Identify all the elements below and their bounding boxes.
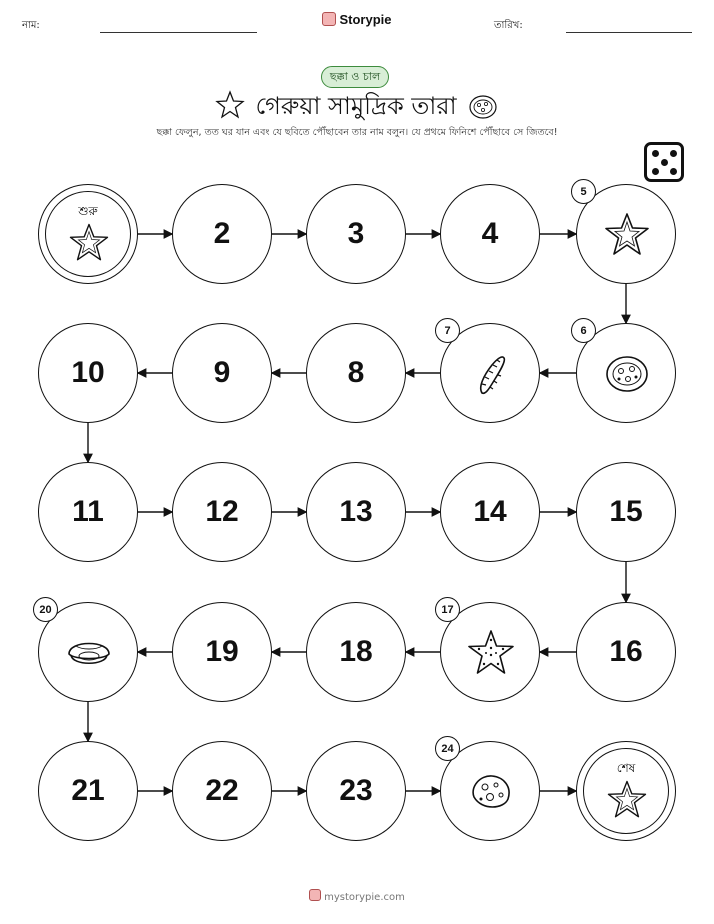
cell-number: 9 xyxy=(213,356,231,389)
board-cell[interactable] xyxy=(38,323,138,423)
board-end-cell[interactable] xyxy=(576,741,676,841)
board-cell[interactable] xyxy=(440,184,540,284)
starfish-icon xyxy=(602,210,652,260)
instructions: ছক্কা ফেলুন, তত ঘর যান এবং যে ছবিতে পৌঁছাবেন তার নাম বলুন। যে প্রথমে ফিনিশে পৌঁছাবে সে জিতবে! xyxy=(156,127,558,138)
board-cell[interactable] xyxy=(38,602,138,702)
board-start-cell[interactable] xyxy=(38,184,138,284)
cell-number: 21 xyxy=(71,774,105,807)
cell-number-badge: 17 xyxy=(435,597,460,622)
cell-number-badge: 24 xyxy=(435,736,460,761)
spotted-starfish-icon xyxy=(466,628,516,678)
footer xyxy=(0,889,714,903)
starfish-icon xyxy=(67,221,111,265)
cell-number: 13 xyxy=(339,495,373,528)
cell-number: 11 xyxy=(72,495,104,528)
board-cell[interactable] xyxy=(576,462,676,562)
board-cell[interactable] xyxy=(576,323,676,423)
title-text: গেরুয়া সামুদ্রিক তারা xyxy=(255,92,457,120)
cell-number: 14 xyxy=(473,495,507,528)
date-label: তারিখ: xyxy=(494,20,523,31)
board-cell[interactable] xyxy=(440,462,540,562)
cell-number: 2 xyxy=(213,217,231,250)
name-label: নাম: xyxy=(22,20,40,31)
rock-icon xyxy=(466,767,516,817)
footer-url[interactable]: mystorypie.com xyxy=(324,892,405,903)
cell-number: 16 xyxy=(609,635,643,668)
board-cell[interactable] xyxy=(306,462,406,562)
sea-cucumber-icon xyxy=(466,349,516,399)
board-cell[interactable] xyxy=(172,462,272,562)
board-cell[interactable] xyxy=(306,184,406,284)
board-cell[interactable] xyxy=(440,323,540,423)
board-cell[interactable] xyxy=(38,741,138,841)
board-cell[interactable] xyxy=(440,741,540,841)
cell-number-badge: 20 xyxy=(33,597,58,622)
pizza-starfish-icon xyxy=(602,349,652,399)
cell-number: 4 xyxy=(481,217,499,250)
cell-number: 19 xyxy=(205,635,239,668)
board-cell[interactable] xyxy=(440,602,540,702)
board-cell[interactable] xyxy=(172,602,272,702)
board-cell[interactable] xyxy=(306,741,406,841)
cell-number-badge: 7 xyxy=(435,318,460,343)
category-badge: ছক্কা ও চাল xyxy=(321,66,389,88)
clam-icon xyxy=(64,628,114,678)
board-cell[interactable] xyxy=(576,184,676,284)
storypie-logo-icon xyxy=(309,889,321,901)
cell-number: 15 xyxy=(609,495,643,528)
start-label: শুরু xyxy=(78,204,98,218)
board-cell[interactable] xyxy=(306,602,406,702)
cell-number-badge: 5 xyxy=(571,179,596,204)
cell-number: 10 xyxy=(71,356,105,389)
cell-number: 23 xyxy=(339,774,373,807)
board-cell[interactable] xyxy=(306,323,406,423)
cell-number: 12 xyxy=(205,495,239,528)
end-label: শেষ xyxy=(616,761,636,775)
board-cell[interactable] xyxy=(576,602,676,702)
brand-name: Storypie xyxy=(339,12,392,27)
cell-number: 8 xyxy=(347,356,365,389)
board-cell[interactable] xyxy=(38,462,138,562)
starfish-icon xyxy=(605,778,649,822)
cell-number: 3 xyxy=(347,217,365,250)
cell-number: 18 xyxy=(339,635,373,668)
board-cell[interactable] xyxy=(172,184,272,284)
board-cell[interactable] xyxy=(172,741,272,841)
cell-number: 22 xyxy=(205,774,239,807)
board-cell[interactable] xyxy=(172,323,272,423)
cell-number-badge: 6 xyxy=(571,318,596,343)
